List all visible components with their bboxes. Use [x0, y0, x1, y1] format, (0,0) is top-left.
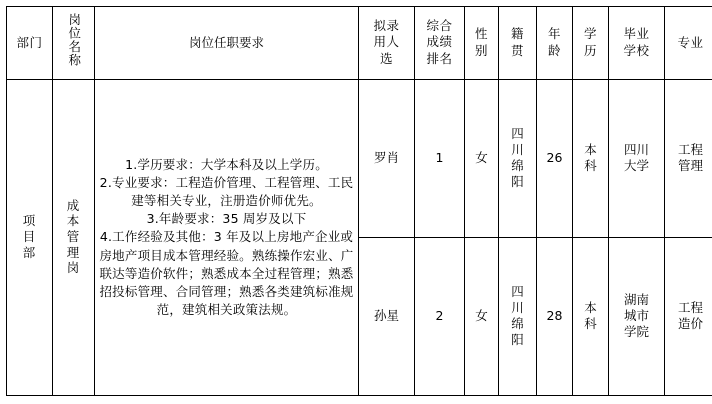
rank-value: 1 — [435, 150, 444, 166]
cell-age — [537, 238, 573, 396]
header-age-label: 年龄 — [547, 26, 561, 58]
table-header-row — [7, 7, 712, 80]
header-department-label: 部门 — [16, 34, 43, 50]
cell-age — [537, 80, 573, 238]
header-gender-label: 性别 — [474, 26, 488, 58]
major-value: 工程管理 — [677, 141, 703, 174]
candidate-value: 孙星 — [373, 308, 399, 324]
header-rank — [415, 7, 465, 80]
header-age — [537, 7, 573, 80]
cell-candidate — [359, 238, 415, 396]
candidate-value: 罗肖 — [373, 150, 399, 166]
cell-education — [573, 80, 609, 238]
header-school — [609, 7, 665, 80]
age-value: 26 — [546, 150, 563, 166]
cell-school — [609, 238, 665, 396]
header-education-label: 学历 — [583, 26, 597, 58]
native-place-value: 四川绵阳 — [511, 125, 524, 190]
header-requirements-label: 岗位任职要求 — [188, 34, 264, 50]
header-native-place — [499, 7, 537, 80]
post-name-value: 成本管理岗 — [66, 197, 81, 276]
requirement-line-4: 4.工作经验及其他：3 年及以上房地产企业或房地产项目成本管理经验。熟练操作宏业、广联达等造价软件；熟悉成本全过程管理；熟悉招投标管理、合同管理；熟悉各类建筑标准规范，建筑相关政策法规。 — [99, 229, 354, 317]
cell-major — [665, 238, 712, 396]
cell-rank — [415, 80, 465, 238]
header-native-place-label: 籍贯 — [510, 26, 524, 58]
header-post-name-label: 岗位名称 — [66, 13, 82, 68]
header-major — [665, 7, 712, 80]
cell-native-place — [499, 80, 537, 238]
cell-native-place — [499, 238, 537, 396]
header-department — [7, 7, 53, 80]
header-major-label: 专业 — [677, 34, 704, 50]
cell-gender — [465, 80, 499, 238]
header-post-name — [53, 7, 95, 80]
requirement-line-3: 3.年龄要求：35 周岁及以下 — [146, 211, 307, 227]
school-value: 四川大学 — [623, 141, 649, 174]
age-value: 28 — [546, 308, 563, 324]
rank-value: 2 — [435, 308, 444, 324]
cell-rank — [415, 238, 465, 396]
cell-education — [573, 238, 609, 396]
native-place-value: 四川绵阳 — [511, 283, 524, 348]
table-row — [7, 80, 712, 238]
gender-value: 女 — [475, 150, 488, 166]
recruitment-table — [6, 6, 712, 396]
school-value: 湖南城市学院 — [623, 291, 649, 340]
header-education — [573, 7, 609, 80]
cell-post-name — [53, 80, 95, 396]
cell-gender — [465, 238, 499, 396]
header-candidate — [359, 7, 415, 80]
education-value: 本科 — [584, 141, 597, 174]
header-requirements — [95, 7, 359, 80]
cell-department — [7, 80, 53, 396]
requirement-line-2: 2.专业要求：工程造价管理、工程管理、工民建等相关专业，注册造价师优先。 — [99, 175, 354, 209]
gender-value: 女 — [475, 308, 488, 324]
cell-requirements — [95, 80, 359, 396]
requirement-line-1: 1.学历要求：大学本科及以上学历。 — [125, 156, 328, 172]
header-rank-label: 综合成绩排名 — [426, 18, 453, 66]
department-value: 项目部 — [22, 213, 37, 260]
cell-school — [609, 80, 665, 238]
education-value: 本科 — [584, 299, 597, 332]
major-value: 工程造价 — [677, 299, 703, 332]
header-gender — [465, 7, 499, 80]
cell-major — [665, 80, 712, 238]
cell-candidate — [359, 80, 415, 238]
header-candidate-label: 拟录用人选 — [373, 18, 400, 66]
header-school-label: 毕业学校 — [623, 26, 650, 58]
